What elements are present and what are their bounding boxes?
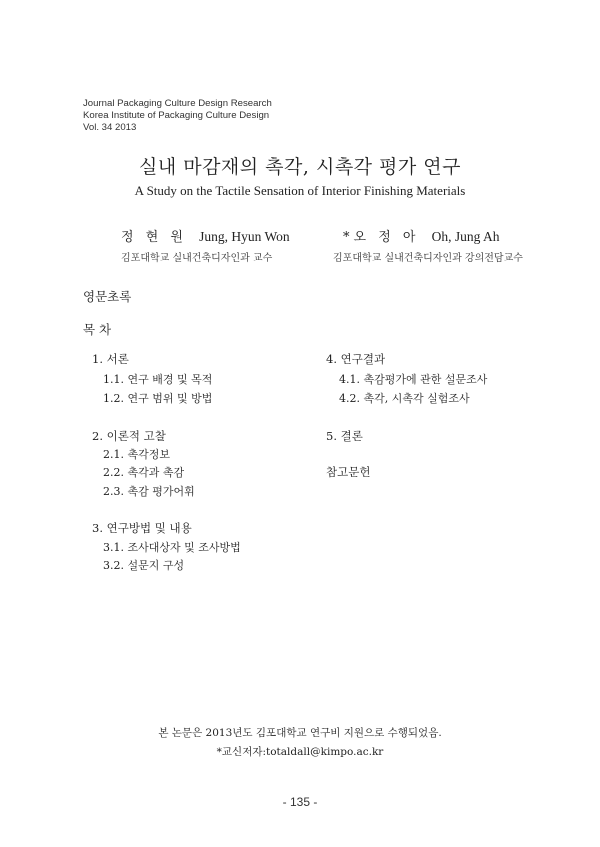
toc-section-3-2: 3.2. 설문지 구성 xyxy=(103,559,185,572)
toc-heading: 목 차 xyxy=(83,322,112,337)
paper-title-english: A Study on the Tactile Sensation of Interior Finishing Materials xyxy=(134,183,466,198)
toc-references: 참고문헌 xyxy=(326,465,371,479)
author-2-name-english: Oh, Jung Ah xyxy=(431,229,500,244)
toc-section-1: 1. 서론 xyxy=(92,352,129,366)
toc-section-3-1: 3.1. 조사대상자 및 조사방법 xyxy=(103,541,241,554)
funding-note: 본 논문은 2013년도 김포대학교 연구비 지원으로 수행되었음. xyxy=(158,727,442,739)
toc-section-5: 5. 결론 xyxy=(326,429,363,443)
toc-section-3: 3. 연구방법 및 내용 xyxy=(92,521,192,535)
toc-section-4-2: 4.2. 촉각, 시촉각 실험조사 xyxy=(339,392,470,405)
author-1-name-english: Jung, Hyun Won xyxy=(199,229,290,244)
toc-section-1-1: 1.1. 연구 배경 및 목적 xyxy=(103,373,213,386)
author-1-affiliation: 김포대학교 실내건축디자인과 교수 xyxy=(121,253,273,264)
toc-section-1-2: 1.2. 연구 범위 및 방법 xyxy=(103,392,213,405)
journal-header xyxy=(83,98,272,134)
page-number: - 135 - xyxy=(282,795,318,809)
toc-section-2: 2. 이론적 고찰 xyxy=(92,429,166,443)
toc-section-2-3: 2.3. 촉감 평가어휘 xyxy=(103,485,195,498)
journal-name: Journal Packaging Culture Design Research xyxy=(83,98,272,109)
journal-volume: Vol. 34 2013 xyxy=(83,122,137,133)
toc-section-4: 4. 연구결과 xyxy=(326,352,386,366)
corresponding-author-note: *교신저자:totaldall@kimpo.ac.kr xyxy=(216,746,384,758)
toc-section-2-2: 2.2. 촉각과 촉감 xyxy=(103,466,185,479)
journal-publisher: Korea Institute of Packaging Culture Design xyxy=(83,110,270,121)
author-2-name-korean: *오 정 아 xyxy=(343,230,420,245)
author-2 xyxy=(343,226,499,245)
paper-title-korean: 실내 마감재의 촉각, 시촉각 평가 연구 xyxy=(138,156,462,178)
abstract-heading: 영문초록 xyxy=(83,289,132,304)
author-1-name-korean: 정 현 원 xyxy=(121,230,187,245)
toc-section-4-1: 4.1. 촉감평가에 관한 설문조사 xyxy=(339,373,488,386)
toc-section-2-1: 2.1. 촉각정보 xyxy=(103,448,170,461)
author-2-affiliation: 김포대학교 실내건축디자인과 강의전담교수 xyxy=(333,253,523,264)
author-1 xyxy=(121,226,290,245)
